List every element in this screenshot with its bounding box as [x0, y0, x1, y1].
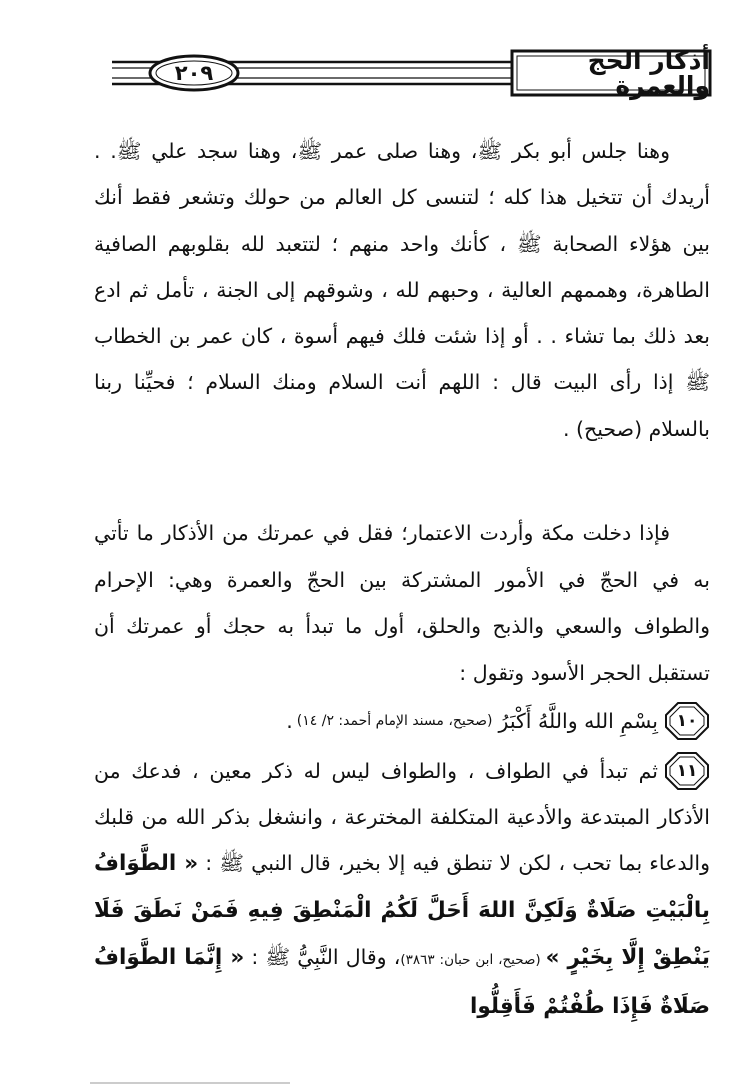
dhikr-number: ١٠	[676, 711, 698, 731]
hadith-quote-2: « إِنَّمَا الطَّوَافُ صَلَاةٌ فَإِذَا طُفْتُمْ فَأَقِلُّوا	[94, 945, 710, 1019]
dhikr-number-badge	[664, 751, 710, 791]
dhikr-text: بِسْمِ الله واللَّهُ أَكْبَرُ	[498, 709, 658, 733]
dhikr-11-lead: ثم تبدأ في الطواف ، والطواف ليس له ذكر معين ، فدعك من الأذكار المبتدعة والأدعية المتكلفة المخترعة ، وانشغل بذكر الله من قلبك والدعاء بما تحب ، لكن لا تنطق فيه إلا بخير، قال النبي ﷺ :	[94, 759, 711, 875]
dhikr-11-mid: ، وقال النَّبِيُّ ﷺ :	[244, 945, 401, 969]
chapter-title-box	[512, 46, 710, 100]
dhikr-number-badge	[664, 701, 710, 741]
footer-rule	[90, 1082, 290, 1084]
dhikr-number: ١١	[676, 761, 698, 781]
paragraph-1: وهنا جلس أبو بكر ﷺ، وهنا صلى عمر ﷺ، وهنا سجد علي ﷺ. . أريدك أن تتخيل هذا كله ؛ لتنسى كل العالم من حولك وتشعر فقط أنك بين هؤلاء الصحابة ﷺ ، كأنك واحد منهم ؛ لتتعبد لله بقلوبهم الصافية الطاهرة، وهممهم العالية ، وحبهم لله ، وشوقهم إلى الجنة ، تأمل ثم ادع بعد ذلك بما تشاء . . أو إذا شئت فلك فيهم أسوة ، كان عمر بن الخطاب ﷺ إذا رأى البيت قال : اللهم أنت السلام ومنك السلام ؛ فحيِّنا ربنا بالسلام (صحيح) .	[94, 139, 710, 441]
dhikr-reference: (صحيح، مسند الإمام أحمد: ٢/ ١٤)	[296, 713, 493, 729]
dhikr-10-line	[94, 698, 710, 744]
hadith-quote-1: « الطَّوَافُ بِالْبَيْتِ صَلَاةٌ وَلَكِنَّ اللهَ أَحَلَّ لَكُمُ الْمَنْطِقَ فِيهِ فَمَنْ نَطَقَ فَلَا يَنْطِقْ إِلَّا بِخَيْرٍ »	[94, 851, 710, 970]
page-header	[0, 40, 743, 110]
paragraph-2: فإذا دخلت مكة وأردت الاعتمار؛ فقل في عمرتك من الأذكار ما تأتي به في الحجّ في الأمور المشتركة بين الحجّ والعمرة وهي: الإحرام والطواف والسعي والذبح والحلق، أول ما تبدأ به حجك أو عمرتك أن تستقبل الحجر الأسود وتقول :	[94, 521, 710, 685]
page-number-oval	[152, 58, 236, 88]
dhikr-end-mark: .	[286, 709, 293, 733]
page-number: ٢٠٩	[174, 60, 214, 85]
dhikr-11-paragraph	[94, 748, 710, 1030]
hadith-reference-1: (صحيح، ابن حبان: ٣٨٦٣)	[400, 952, 546, 968]
chapter-title: أذكار الحج والعمرة	[587, 46, 710, 100]
